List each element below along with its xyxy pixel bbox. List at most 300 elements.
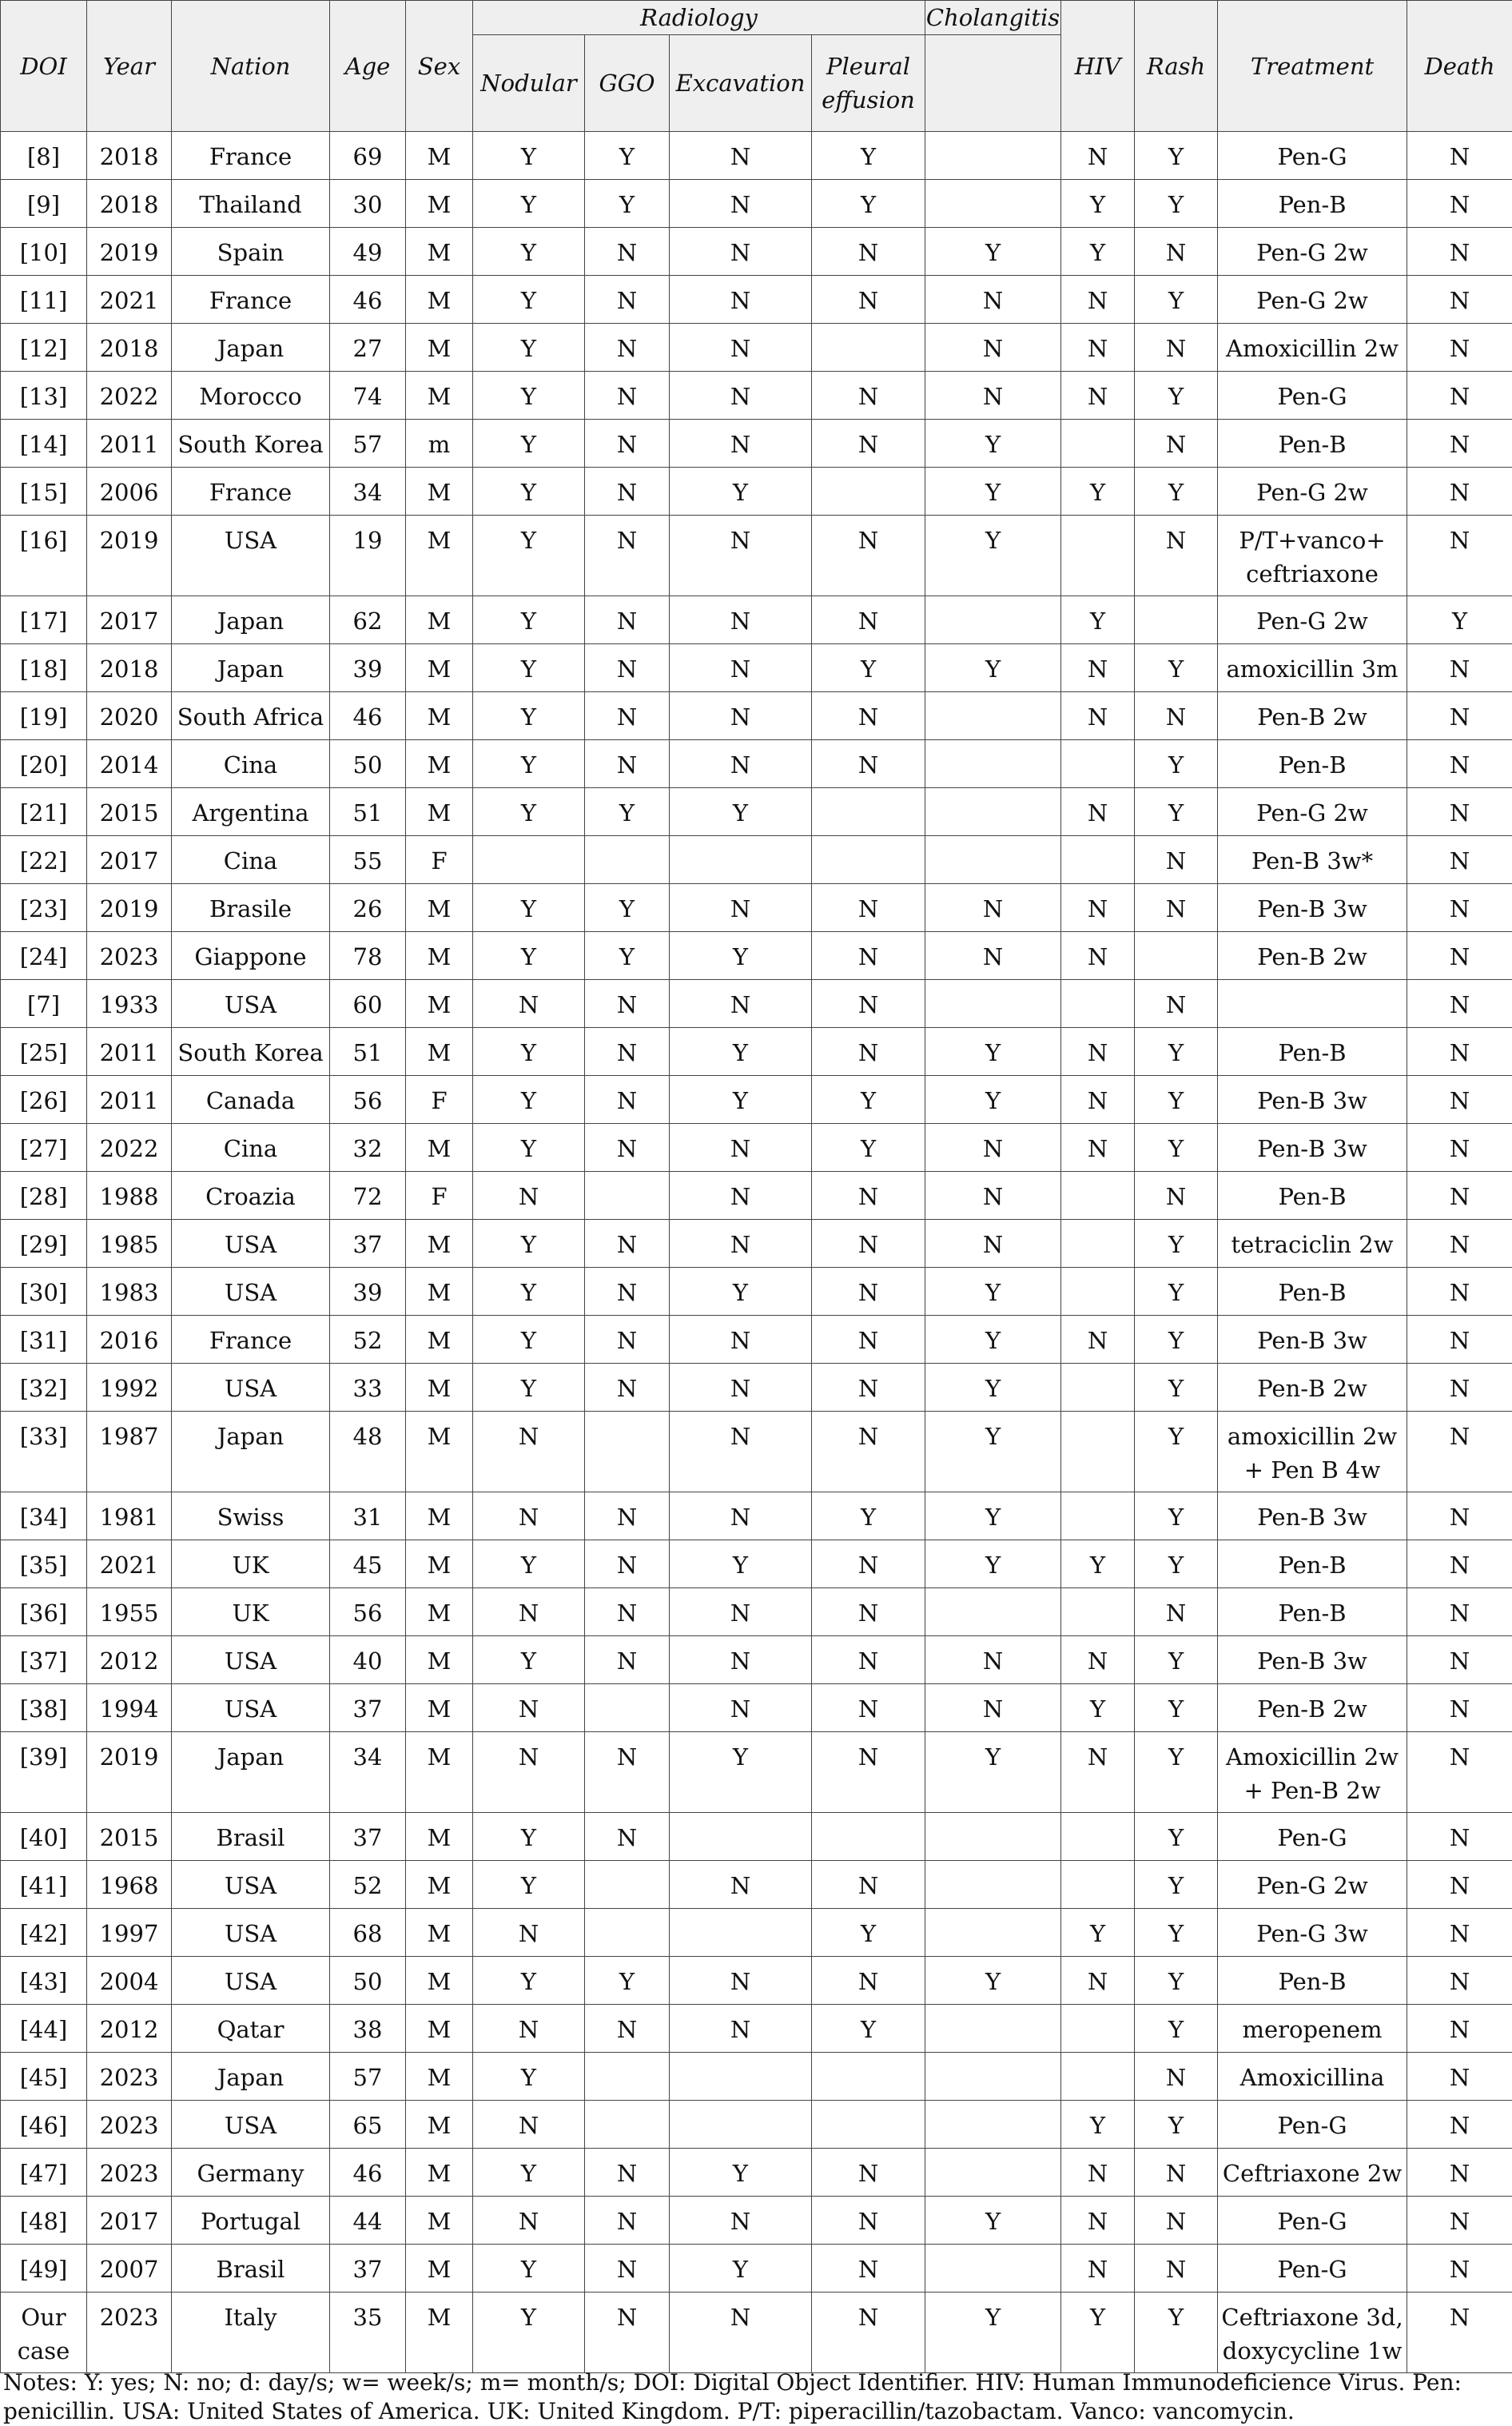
cell-pleural-effusion: N (812, 1220, 925, 1268)
cell-death: N (1407, 2101, 1512, 2149)
cell-cholangitis (925, 692, 1061, 740)
cell-treatment (1218, 980, 1407, 1028)
cell-age: 34 (330, 1732, 406, 1813)
header-doi: DOI (1, 1, 87, 132)
cell-ggo: N (585, 228, 670, 276)
cell-nation: Croazia (172, 1172, 330, 1220)
cell-excavation: N (670, 372, 812, 420)
cell-cholangitis: Y (925, 1316, 1061, 1364)
cell-nation: USA (172, 1268, 330, 1316)
cell-excavation: N (670, 884, 812, 932)
cell-sex: M (406, 884, 473, 932)
cell-nation: France (172, 276, 330, 324)
cell-treatment: P/T+vanco+ ceftriaxone (1218, 516, 1407, 596)
cell-death: N (1407, 884, 1512, 932)
cell-hiv: N (1061, 1732, 1135, 1813)
cell-treatment: meropenem (1218, 2005, 1407, 2053)
cell-excavation: N (670, 516, 812, 596)
cell-doi: [37] (1, 1636, 87, 1684)
cell-hiv: N (1061, 1028, 1135, 1076)
cell-nation: USA (172, 1220, 330, 1268)
cell-rash: Y (1135, 1412, 1218, 1492)
cell-age: 27 (330, 324, 406, 372)
cell-nodular: Y (473, 132, 585, 180)
cell-hiv: N (1061, 2197, 1135, 2245)
cell-rash: N (1135, 324, 1218, 372)
cell-rash: N (1135, 420, 1218, 468)
cell-death: N (1407, 180, 1512, 228)
cell-pleural-effusion: N (812, 596, 925, 644)
cell-cholangitis: N (925, 372, 1061, 420)
cell-pleural-effusion: Y (812, 644, 925, 692)
cell-hiv: N (1061, 132, 1135, 180)
cell-pleural-effusion (812, 836, 925, 884)
cell-doi: [25] (1, 1028, 87, 1076)
cell-year: 2023 (87, 2101, 172, 2149)
cell-cholangitis: N (925, 884, 1061, 932)
cell-doi: [45] (1, 2053, 87, 2101)
cell-death: N (1407, 132, 1512, 180)
cell-sex: F (406, 1076, 473, 1124)
cell-pleural-effusion: Y (812, 2005, 925, 2053)
cell-year: 2015 (87, 788, 172, 836)
cell-excavation: N (670, 692, 812, 740)
cell-nodular: Y (473, 1813, 585, 1861)
cell-treatment: Pen-B 2w (1218, 1364, 1407, 1412)
cell-hiv (1061, 516, 1135, 596)
cell-rash: Y (1135, 372, 1218, 420)
cell-nodular: Y (473, 932, 585, 980)
cell-age: 39 (330, 1268, 406, 1316)
cell-nodular: Y (473, 884, 585, 932)
cell-pleural-effusion: N (812, 1316, 925, 1364)
cell-nodular: Y (473, 228, 585, 276)
cell-sex: M (406, 980, 473, 1028)
cell-age: 40 (330, 1636, 406, 1684)
cell-cholangitis (925, 1861, 1061, 1909)
cell-death: N (1407, 1028, 1512, 1076)
cell-sex: M (406, 324, 473, 372)
cell-pleural-effusion: N (812, 980, 925, 1028)
cell-year: 1933 (87, 980, 172, 1028)
cell-excavation: N (670, 276, 812, 324)
cell-nation: Canada (172, 1076, 330, 1124)
cell-death: N (1407, 1684, 1512, 1732)
cell-nation: USA (172, 1636, 330, 1684)
cell-doi: [46] (1, 2101, 87, 2149)
cell-rash: Y (1135, 788, 1218, 836)
cell-hiv: N (1061, 1076, 1135, 1124)
cell-treatment: Pen-G 2w (1218, 228, 1407, 276)
cell-death: N (1407, 276, 1512, 324)
cell-pleural-effusion (812, 788, 925, 836)
cell-excavation: N (670, 2005, 812, 2053)
cell-age: 19 (330, 516, 406, 596)
cell-cholangitis: Y (925, 644, 1061, 692)
cell-treatment: Pen-B (1218, 740, 1407, 788)
cell-hiv (1061, 2005, 1135, 2053)
cell-age: 37 (330, 1813, 406, 1861)
cell-rash: Y (1135, 132, 1218, 180)
cell-excavation: N (670, 2197, 812, 2245)
cell-doi: [43] (1, 1957, 87, 2005)
cell-pleural-effusion (812, 2053, 925, 2101)
cell-ggo (585, 1172, 670, 1220)
cell-ggo: N (585, 372, 670, 420)
cell-treatment: Pen-B (1218, 1028, 1407, 1076)
cell-pleural-effusion: N (812, 2293, 925, 2373)
cell-cholangitis (925, 836, 1061, 884)
cell-age: 46 (330, 276, 406, 324)
cell-pleural-effusion: N (812, 516, 925, 596)
table-row (1, 1220, 1512, 1268)
cell-nodular: Y (473, 2245, 585, 2293)
cell-hiv: N (1061, 2149, 1135, 2197)
cell-sex: M (406, 228, 473, 276)
cell-pleural-effusion: N (812, 276, 925, 324)
table-row (1, 372, 1512, 420)
cell-excavation: Y (670, 1076, 812, 1124)
cell-pleural-effusion: N (812, 1268, 925, 1316)
cell-year: 2006 (87, 468, 172, 516)
cell-year: 1981 (87, 1492, 172, 1540)
cell-doi: [31] (1, 1316, 87, 1364)
table-row (1, 1492, 1512, 1540)
cell-excavation: N (670, 596, 812, 644)
cell-year: 1988 (87, 1172, 172, 1220)
cell-hiv: Y (1061, 1684, 1135, 1732)
table-row (1, 1540, 1512, 1588)
cell-hiv (1061, 836, 1135, 884)
cell-pleural-effusion: N (812, 2197, 925, 2245)
cell-excavation (670, 1813, 812, 1861)
cell-doi: [22] (1, 836, 87, 884)
cell-rash: Y (1135, 1492, 1218, 1540)
table-row (1, 2197, 1512, 2245)
cell-age: 39 (330, 644, 406, 692)
cell-excavation: Y (670, 1732, 812, 1813)
cell-pleural-effusion: N (812, 1588, 925, 1636)
cell-nation: South Africa (172, 692, 330, 740)
cell-nodular: Y (473, 420, 585, 468)
cell-rash: Y (1135, 1076, 1218, 1124)
cell-rash: Y (1135, 644, 1218, 692)
cell-nodular: Y (473, 324, 585, 372)
cell-age: 44 (330, 2197, 406, 2245)
cell-hiv: Y (1061, 228, 1135, 276)
cell-cholangitis: Y (925, 1492, 1061, 1540)
cell-doi: [11] (1, 276, 87, 324)
table-row (1, 132, 1512, 180)
table-row (1, 1124, 1512, 1172)
cell-hiv (1061, 1588, 1135, 1636)
cell-nodular: Y (473, 2149, 585, 2197)
header-hiv: HIV (1061, 1, 1135, 132)
cell-death: N (1407, 980, 1512, 1028)
cell-excavation: N (670, 420, 812, 468)
cell-age: 37 (330, 1684, 406, 1732)
cell-sex: M (406, 2197, 473, 2245)
header-rash: Rash (1135, 1, 1218, 132)
cell-sex: M (406, 1028, 473, 1076)
cell-rash: Y (1135, 2293, 1218, 2373)
cell-hiv (1061, 1220, 1135, 1268)
cell-rash: N (1135, 228, 1218, 276)
cell-nation: USA (172, 1684, 330, 1732)
table-row (1, 1076, 1512, 1124)
cell-rash: Y (1135, 1732, 1218, 1813)
cell-ggo (585, 2101, 670, 2149)
table-row (1, 228, 1512, 276)
cell-sex: F (406, 1172, 473, 1220)
cell-rash: N (1135, 1172, 1218, 1220)
cell-death: N (1407, 740, 1512, 788)
cell-cholangitis (925, 1813, 1061, 1861)
cell-nation: France (172, 468, 330, 516)
cell-sex: M (406, 596, 473, 644)
cell-age: 51 (330, 788, 406, 836)
cell-year: 2015 (87, 1813, 172, 1861)
cell-ggo: Y (585, 1957, 670, 2005)
cell-death: N (1407, 228, 1512, 276)
cell-treatment: Pen-G (1218, 372, 1407, 420)
cell-hiv (1061, 1861, 1135, 1909)
cell-cholangitis (925, 740, 1061, 788)
cell-age: 50 (330, 740, 406, 788)
table-row (1, 1316, 1512, 1364)
cell-cholangitis: N (925, 1220, 1061, 1268)
cell-ggo: Y (585, 932, 670, 980)
cell-hiv (1061, 1364, 1135, 1412)
cell-hiv: N (1061, 932, 1135, 980)
cell-death: N (1407, 836, 1512, 884)
cell-nation: South Korea (172, 420, 330, 468)
cell-rash: Y (1135, 1364, 1218, 1412)
cell-rash: Y (1135, 1220, 1218, 1268)
cell-ggo: N (585, 420, 670, 468)
cell-pleural-effusion: N (812, 740, 925, 788)
header-death: Death (1407, 1, 1512, 132)
cell-ggo: N (585, 1540, 670, 1588)
cell-ggo (585, 1861, 670, 1909)
cell-doi: [30] (1, 1268, 87, 1316)
cell-sex: m (406, 420, 473, 468)
cell-cholangitis: Y (925, 420, 1061, 468)
cell-year: 1968 (87, 1861, 172, 1909)
cell-nation: Morocco (172, 372, 330, 420)
cell-doi: [35] (1, 1540, 87, 1588)
cell-treatment: Pen-B (1218, 180, 1407, 228)
cell-age: 68 (330, 1909, 406, 1957)
cell-rash (1135, 932, 1218, 980)
cell-excavation: N (670, 180, 812, 228)
cell-excavation: Y (670, 1028, 812, 1076)
cell-treatment: Pen-B (1218, 1588, 1407, 1636)
cell-excavation: N (670, 1124, 812, 1172)
table-row (1, 1364, 1512, 1412)
cell-death: N (1407, 2293, 1512, 2373)
cell-rash: N (1135, 2149, 1218, 2197)
cell-death: N (1407, 644, 1512, 692)
cell-sex: M (406, 372, 473, 420)
cell-pleural-effusion: Y (812, 132, 925, 180)
cell-excavation: N (670, 1316, 812, 1364)
cell-rash: Y (1135, 740, 1218, 788)
cell-doi: [40] (1, 1813, 87, 1861)
cell-sex: M (406, 2149, 473, 2197)
cell-rash: N (1135, 2053, 1218, 2101)
cell-age: 37 (330, 2245, 406, 2293)
cell-age: 57 (330, 2053, 406, 2101)
table-row (1, 180, 1512, 228)
cell-treatment: Pen-B 3w (1218, 1124, 1407, 1172)
cell-ggo: N (585, 1316, 670, 1364)
cell-nation: USA (172, 516, 330, 596)
table-row (1, 1412, 1512, 1492)
cell-nation: France (172, 1316, 330, 1364)
table-row (1, 1909, 1512, 1957)
cell-sex: M (406, 180, 473, 228)
cell-sex: M (406, 1588, 473, 1636)
cell-pleural-effusion: Y (812, 1076, 925, 1124)
cell-hiv (1061, 420, 1135, 468)
cell-ggo: N (585, 1268, 670, 1316)
table-row (1, 2293, 1512, 2373)
cell-nodular: Y (473, 2293, 585, 2373)
cell-nodular: Y (473, 1364, 585, 1412)
cell-cholangitis: N (925, 324, 1061, 372)
cell-nodular: Y (473, 644, 585, 692)
cell-nodular: Y (473, 596, 585, 644)
cell-treatment: Pen-B (1218, 1540, 1407, 1588)
cell-pleural-effusion: N (812, 1540, 925, 1588)
cell-sex: M (406, 516, 473, 596)
cell-pleural-effusion: N (812, 1364, 925, 1412)
cell-age: 45 (330, 1540, 406, 1588)
header-age: Age (330, 1, 406, 132)
cell-treatment: Pen-G (1218, 132, 1407, 180)
cell-nation: Japan (172, 1412, 330, 1492)
cell-hiv (1061, 1492, 1135, 1540)
cell-year: 2018 (87, 324, 172, 372)
cell-treatment: Pen-B 2w (1218, 932, 1407, 980)
cell-nation: Argentina (172, 788, 330, 836)
cell-death: N (1407, 468, 1512, 516)
cell-cholangitis: Y (925, 1268, 1061, 1316)
cell-nodular: Y (473, 1861, 585, 1909)
cell-cholangitis (925, 180, 1061, 228)
table-row (1, 1861, 1512, 1909)
cell-ggo: N (585, 2293, 670, 2373)
cell-excavation: Y (670, 2245, 812, 2293)
cell-doi: [15] (1, 468, 87, 516)
cell-cholangitis: N (925, 1684, 1061, 1732)
table-row (1, 1957, 1512, 2005)
cell-pleural-effusion: N (812, 884, 925, 932)
cell-excavation: N (670, 2293, 812, 2373)
cell-treatment: Pen-B 3w* (1218, 836, 1407, 884)
cell-treatment: Pen-G 2w (1218, 276, 1407, 324)
cell-age: 48 (330, 1412, 406, 1492)
cell-cholangitis (925, 596, 1061, 644)
cell-year: 2023 (87, 2293, 172, 2373)
cell-nodular: Y (473, 1124, 585, 1172)
cell-cholangitis (925, 980, 1061, 1028)
cell-nation: Swiss (172, 1492, 330, 1540)
cell-pleural-effusion: N (812, 1636, 925, 1684)
cell-nodular: Y (473, 516, 585, 596)
cell-death: N (1407, 1268, 1512, 1316)
cell-cholangitis: Y (925, 1412, 1061, 1492)
cell-nodular: N (473, 1172, 585, 1220)
cell-pleural-effusion (812, 2101, 925, 2149)
cell-year: 2017 (87, 836, 172, 884)
cell-treatment: Pen-G (1218, 2101, 1407, 2149)
cell-age: 38 (330, 2005, 406, 2053)
cell-rash: Y (1135, 1909, 1218, 1957)
cell-sex: M (406, 1540, 473, 1588)
cell-ggo: N (585, 2005, 670, 2053)
cell-sex: M (406, 1684, 473, 1732)
cell-year: 2016 (87, 1316, 172, 1364)
cell-cholangitis (925, 132, 1061, 180)
cell-death: N (1407, 932, 1512, 980)
cell-ggo (585, 1909, 670, 1957)
cell-age: 65 (330, 2101, 406, 2149)
cell-excavation: N (670, 740, 812, 788)
cell-death: N (1407, 1732, 1512, 1813)
cell-year: 2022 (87, 1124, 172, 1172)
cell-sex: M (406, 1492, 473, 1540)
cell-age: 32 (330, 1124, 406, 1172)
cell-nodular: N (473, 1732, 585, 1813)
cell-treatment: Pen-G 3w (1218, 1909, 1407, 1957)
cell-nation: Brasil (172, 1813, 330, 1861)
cell-age: 50 (330, 1957, 406, 2005)
cell-hiv: Y (1061, 1540, 1135, 1588)
cell-year: 1994 (87, 1684, 172, 1732)
cell-death: N (1407, 1492, 1512, 1540)
table-row (1, 596, 1512, 644)
cell-sex: M (406, 1636, 473, 1684)
cell-year: 2019 (87, 884, 172, 932)
cell-death: N (1407, 1124, 1512, 1172)
cell-excavation: N (670, 1220, 812, 1268)
cell-ggo: N (585, 1492, 670, 1540)
cell-nodular: N (473, 2101, 585, 2149)
cell-year: 2011 (87, 1028, 172, 1076)
cell-doi: [49] (1, 2245, 87, 2293)
cell-sex: M (406, 1268, 473, 1316)
cell-doi: [17] (1, 596, 87, 644)
cell-sex: M (406, 1364, 473, 1412)
cell-pleural-effusion: N (812, 692, 925, 740)
cell-ggo (585, 1684, 670, 1732)
cell-pleural-effusion: N (812, 420, 925, 468)
cell-ggo: N (585, 2149, 670, 2197)
cell-nodular (473, 836, 585, 884)
cell-year: 2019 (87, 516, 172, 596)
cell-year: 2021 (87, 276, 172, 324)
table-row (1, 2101, 1512, 2149)
cell-doi: [19] (1, 692, 87, 740)
cell-death: N (1407, 1909, 1512, 1957)
cell-pleural-effusion: N (812, 1172, 925, 1220)
cell-pleural-effusion: Y (812, 1909, 925, 1957)
cell-doi: [8] (1, 132, 87, 180)
cell-age: 37 (330, 1220, 406, 1268)
table-row (1, 276, 1512, 324)
